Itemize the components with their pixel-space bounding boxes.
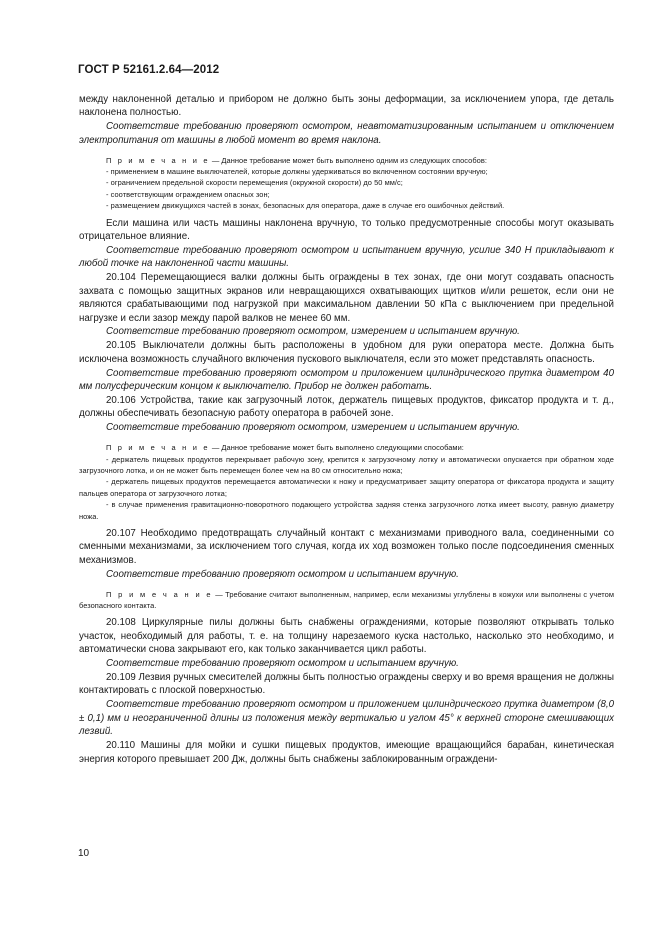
note-item: - применением в машине выключателей, которые должны удерживаться во включенном состоянии вручную; (106, 167, 488, 177)
page-number: 10 (78, 848, 90, 859)
note-label: П р и м е ч а н и е (106, 443, 210, 453)
paragraph: между наклоненной деталью и прибором не должно быть зоны деформации, за исключением упора, где деталь наклонена полностью. (79, 94, 614, 119)
note-item: - ограничением предельной скорости перемещения (окружной скорости) до 50 мм/с; (106, 178, 403, 188)
note-item: - держатель пищевых продуктов перемещается автоматически к ножу и предусматривает защиту оператора от фиксатора продукта и защиту пальцев оператора от загрузочного лотка; (79, 477, 614, 498)
compliance-paragraph: Соответствие требованию проверяют осмотром и приложением цилиндрического прутка диаметром (8,0 ± 0,1) мм и неограниченной длины из положения между вертикалью и углом 45° к верхней стороне смешивающих лезвий. (79, 699, 614, 738)
compliance-paragraph: Соответствие требованию проверяют осмотром, измерением и испытанием вручную. (106, 422, 520, 434)
page-body (79, 93, 614, 766)
clause-20-106: 20.106 Устройства, такие как загрузочный лоток, держатель пищевых продуктов, фиксатор продукта и т. д., должны обеспечивать безопасную работу оператора в рабочей зоне. (79, 394, 614, 420)
clause-20-109: 20.109 Лезвия ручных смесителей должны быть полностью ограждены сверху и во время вращения не должны контактировать с плоской поверхностью. (79, 672, 614, 697)
note-label: П р и м е ч а н и е (106, 589, 213, 599)
clause-20-107: 20.107 Необходимо предотвращать случайный контакт с механизмами приводного вала, соединенными со сменными механизмами, за исключением того случая, когда их ход возможен только после подсоединения сменных механизмов. (79, 528, 614, 566)
clause-20-108: 20.108 Циркулярные пилы должны быть снабжены ограждениями, которые позволяют открывать только участок, необходимый для работы, т. е. на толщину нарезаемого куска настолько, насколько это необходимо, и автоматически снова закрывают его, как только заканчивается цикл работы. (79, 617, 614, 656)
note-text: — Данное требование может быть выполнено следующими способами: (209, 443, 464, 453)
document-header: ГОСТ Р 52161.2.64—2012 (78, 64, 220, 76)
clause-20-110: 20.110 Машины для мойки и сушки пищевых продуктов, имеющие вращающийся барабан, кинетическая энергия которого превышает 200 Дж, должны быть снабжены заблокированным ограждени- (79, 740, 614, 765)
paragraph: Если машина или часть машины наклонена вручную, то только предусмотренные способы могут оказывать отрицательное влияние. (79, 217, 614, 243)
note-item: - соответствующим ограждением опасных зон; (106, 189, 270, 199)
note-3 (79, 589, 614, 612)
compliance-paragraph: Соответствие требованию проверяют осмотром и испытанием вручную, усилие 340 Н прикладывают к любой точке на наклоненной части машины. (79, 244, 614, 270)
note-item: - держатель пищевых продуктов перекрывает рабочую зону, крепится к загрузочному лотку и автоматически опускается при обратном ходе загрузочного лотка, и он не может быть перемещен более чем на 80 см относительно ножа; (79, 454, 614, 475)
note-2 (79, 442, 614, 453)
note-text: — Требование считают выполненным, например, если механизмы углублены в кожухи или выполнены с учетом безопасного контакта. (79, 589, 614, 611)
note-text: — Данное требование может быть выполнено одним из следующих способов: (209, 155, 487, 165)
clause-20-104: 20.104 Перемещающиеся валки должны быть ограждены в тех зонах, где они могут создавать опасность захвата с помощью защитных экранов или невращающихся охватывающих щитков и/или решеток, если они не являются срабатывающими под нагрузкой при максимальном давлении 50 кПа с выключением при предельной нагрузке и если зазор между парой валков не менее 60 мм. (79, 272, 614, 324)
compliance-paragraph: Соответствие требованию проверяют осмотром и испытанием вручную. (106, 568, 459, 580)
note-1 (79, 155, 614, 166)
note-item: - в случае применения гравитационно-поворотного подающего устройства задняя стенка загрузочного лотка имеет высоту, равную диаметру ножа. (79, 500, 614, 521)
note-label: П р и м е ч а н и е (106, 155, 210, 165)
note-item: - размещением движущихся частей в зонах, безопасных для оператора, даже в случае его ошибочных действий. (106, 201, 505, 211)
compliance-paragraph: Соответствие требованию проверяют осмотром и испытанием вручную. (106, 658, 459, 670)
compliance-paragraph: Соответствие требованию проверяют осмотром, измерением и испытанием вручную. (106, 326, 520, 338)
compliance-paragraph: Соответствие требованию проверяют осмотром и приложением цилиндрического прутка диаметром 40 мм полусферическим концом к выключателю. Прибор не должен работать. (79, 367, 614, 393)
compliance-paragraph: Соответствие требованию проверяют осмотром, неавтоматизированным испытанием и отключением электропитания от машины в любой момент во время наклона. (79, 121, 614, 146)
clause-20-105: 20.105 Выключатели должны быть расположены в удобном для руки оператора месте. Должна быть исключена возможность случайного включения пускового выключателя, если это может представлять опасность. (79, 340, 614, 365)
